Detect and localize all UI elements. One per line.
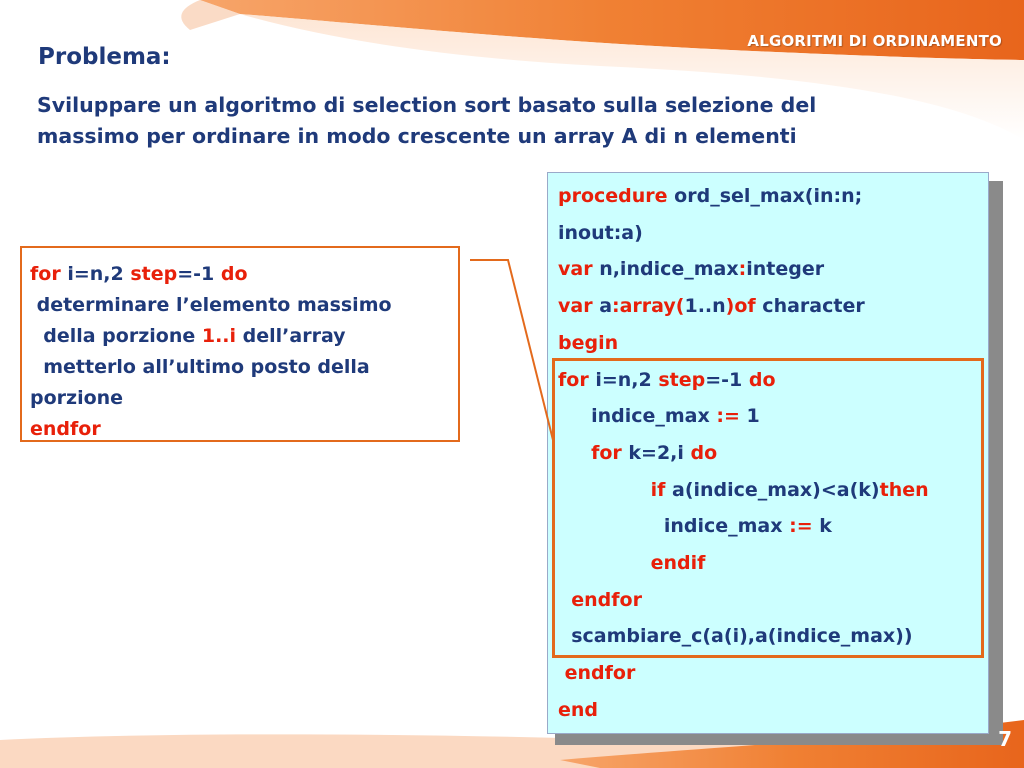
loop-highlight-box xyxy=(552,358,984,658)
text: =-1 xyxy=(705,368,749,391)
pseudo-line-1 xyxy=(30,259,450,290)
pseudo-line-2: determinare l’elemento massimo xyxy=(30,294,392,316)
code-line-14 xyxy=(558,655,988,692)
keyword: for xyxy=(30,263,61,285)
text: a xyxy=(592,295,613,318)
text: dell’array xyxy=(236,325,346,347)
keyword: )of xyxy=(725,295,756,318)
keyword: endif xyxy=(650,552,706,575)
code-line-1 xyxy=(558,178,988,215)
keyword: do xyxy=(748,368,776,391)
keyword: for xyxy=(558,368,589,391)
slide-subtitle xyxy=(37,90,867,152)
text: k=2,i xyxy=(621,441,691,464)
keyword: endfor xyxy=(571,588,642,611)
code-line-4 xyxy=(558,288,988,325)
code-line-5: begin xyxy=(558,331,619,354)
keyword: do xyxy=(220,263,248,285)
text: k xyxy=(812,515,832,538)
text: indice_max xyxy=(558,405,717,428)
keyword: for xyxy=(591,441,622,464)
pseudo-line-5: porzione xyxy=(30,387,124,409)
keyword: endfor xyxy=(564,662,636,685)
keyword: var xyxy=(558,258,593,281)
text: integer xyxy=(746,258,825,281)
pseudo-line-4: metterlo all’ultimo posto della xyxy=(30,356,370,378)
subtitle-line-2: massimo per ordinare in modo crescente un array A di n elementi xyxy=(37,124,797,148)
keyword: := xyxy=(716,405,740,428)
keyword: step xyxy=(130,263,178,285)
keyword: procedure xyxy=(558,185,668,207)
text: della porzione xyxy=(30,325,202,347)
text: n,indice_max xyxy=(592,258,739,281)
pseudocode-box xyxy=(20,246,460,442)
text: 1..n xyxy=(684,295,726,318)
text: =-1 xyxy=(177,263,221,285)
code-line-15: end xyxy=(558,698,599,721)
text: indice_max xyxy=(558,515,790,538)
keyword: : xyxy=(738,258,747,281)
code-line-13: scambiare_c(a(i),a(indice_max)) xyxy=(558,625,913,648)
subtitle-line-1: Sviluppare un algoritmo di selection sort basato sulla selezione del xyxy=(37,93,817,117)
keyword: :array( xyxy=(612,295,685,318)
keyword: if xyxy=(650,478,666,501)
text: character xyxy=(755,295,865,318)
indent xyxy=(558,662,565,684)
keyword: do xyxy=(690,441,718,464)
text: ord_sel_max(in:n; xyxy=(667,185,863,207)
text: a(indice_max)<a(k) xyxy=(665,478,880,501)
slide-title: Problema: xyxy=(38,44,171,70)
keyword: var xyxy=(558,295,593,318)
code-line-3 xyxy=(558,251,988,288)
pseudo-line-3 xyxy=(30,321,450,352)
header-title: ALGORITMI DI ORDINAMENTO xyxy=(747,32,1002,50)
keyword: then xyxy=(879,478,929,501)
text: i=n,2 xyxy=(60,263,131,285)
text: 1 xyxy=(739,405,760,428)
text: i=n,2 xyxy=(588,368,659,391)
code-line-2: inout:a) xyxy=(558,221,643,244)
keyword: step xyxy=(658,368,706,391)
keyword: := xyxy=(789,515,813,538)
keyword: 1..i xyxy=(201,325,237,347)
pseudo-line-6: endfor xyxy=(30,418,101,440)
page-number: 7 xyxy=(998,727,1012,751)
